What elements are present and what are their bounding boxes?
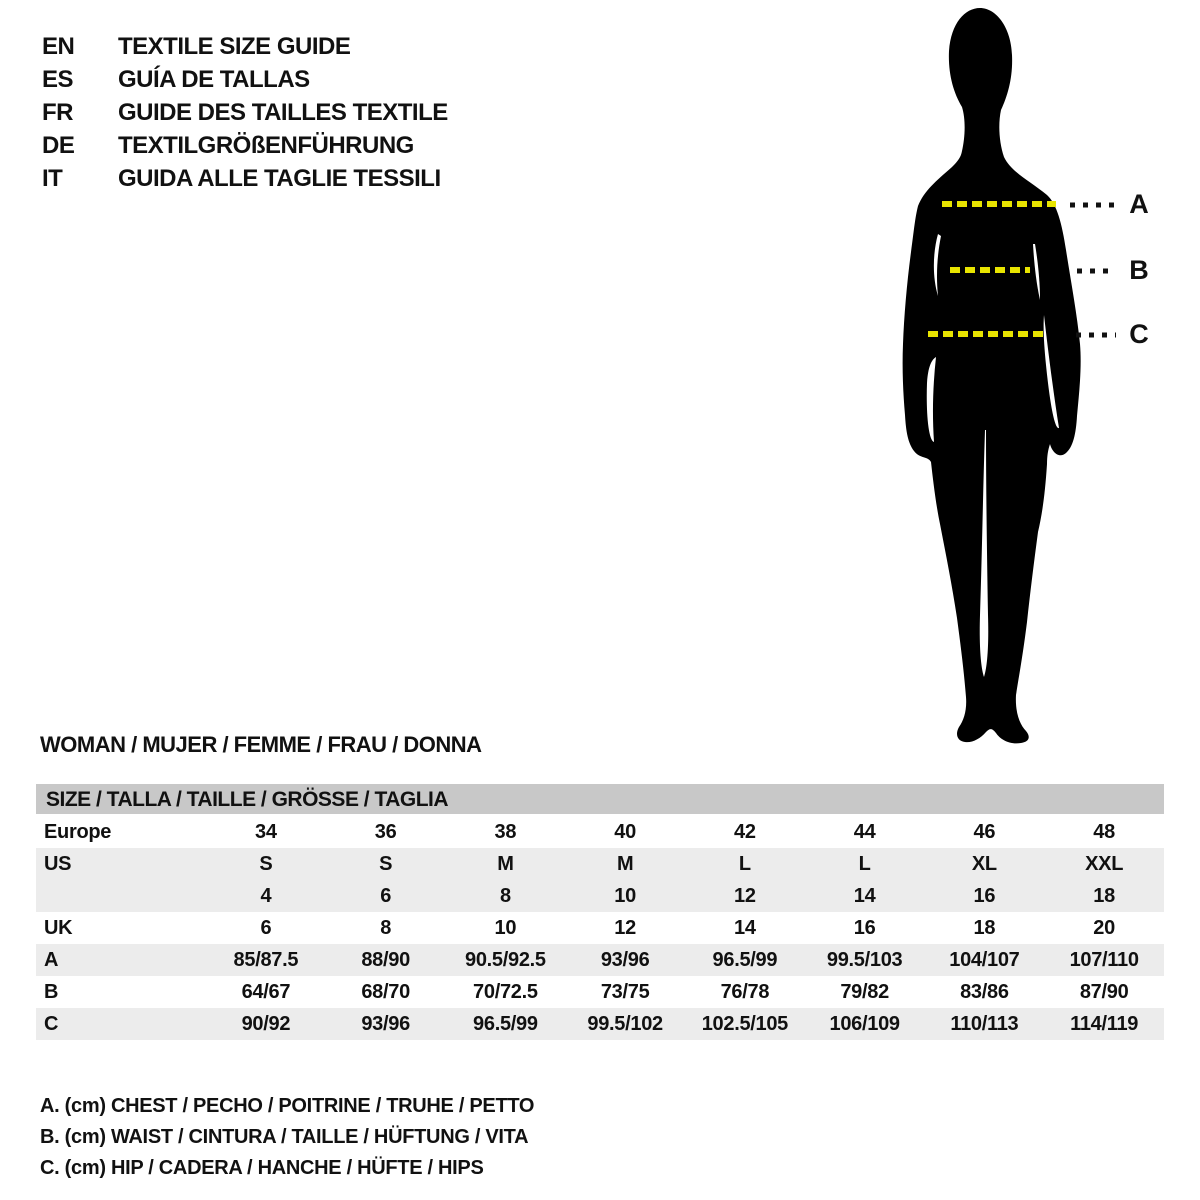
legend-chest: A. (cm) CHEST / PECHO / POITRINE / TRUHE / PETTO [40, 1095, 535, 1117]
size-table [36, 784, 1164, 1040]
lang-label: GUIDA ALLE TAGLIE TESSILI [118, 164, 441, 192]
table-cell: 36 [374, 821, 397, 843]
table-cell: 83/86 [960, 981, 1009, 1003]
legend-waist: B. (cm) WAIST / CINTURA / TAILLE / HÜFTUNG / VITA [40, 1126, 529, 1148]
lang-row-it [42, 162, 448, 195]
marker-label-b: B [1129, 255, 1149, 285]
lang-label: TEXTILE SIZE GUIDE [118, 32, 351, 60]
table-cell: S [379, 853, 393, 875]
table-cell: 14 [734, 917, 756, 939]
table-cell: 70/72.5 [473, 981, 538, 1003]
table-cell: XXL [1085, 853, 1124, 875]
table-row [36, 816, 1164, 848]
table-cell: 102.5/105 [701, 1013, 789, 1035]
lang-row-en [42, 30, 448, 63]
lang-label: GUIDE DES TAILLES TEXTILE [118, 98, 448, 126]
lang-code: DE [42, 131, 75, 159]
table-cell: 88/90 [361, 949, 410, 971]
lang-code: IT [42, 164, 63, 192]
table-cell: 96.5/99 [712, 949, 778, 971]
table-cell: 73/75 [600, 981, 650, 1003]
lang-label: TEXTILGRÖßENFÜHRUNG [118, 131, 414, 159]
table-row [36, 880, 1164, 912]
table-cell: 90/92 [241, 1013, 291, 1035]
table-row-label: C [44, 1013, 59, 1035]
table-cell: 68/70 [361, 981, 410, 1003]
table-cell: 6 [380, 885, 392, 907]
table-cell: 8 [380, 917, 392, 939]
table-cell: 90.5/92.5 [465, 949, 546, 971]
table-cell: 4 [260, 885, 272, 907]
table-cell: 44 [853, 821, 876, 843]
table-row-label: B [44, 981, 59, 1003]
size-table-body [36, 816, 1164, 1040]
table-cell: 8 [499, 885, 511, 907]
table-cell: 110/113 [950, 1013, 1019, 1035]
table-cell: 20 [1093, 917, 1115, 939]
table-cell: 34 [255, 821, 277, 843]
size-table-header: SIZE / TALLA / TAILLE / GRÖSSE / TAGLIA [36, 784, 1164, 816]
section-title: WOMAN / MUJER / FEMME / FRAU / DONNA [40, 732, 482, 757]
table-cell: 79/82 [840, 981, 889, 1003]
table-cell: 14 [853, 885, 876, 907]
table-cell: 93/96 [361, 1013, 410, 1035]
table-cell: 114/119 [1070, 1013, 1139, 1035]
lang-row-fr [42, 96, 448, 129]
table-row [36, 944, 1164, 976]
table-cell: 96.5/99 [473, 1013, 538, 1035]
table-cell: 93/96 [600, 949, 650, 971]
table-row-label: US [44, 853, 72, 875]
lang-row-de [42, 129, 448, 162]
table-cell: 6 [260, 917, 272, 939]
table-cell: 46 [973, 821, 996, 843]
table-cell: 87/90 [1079, 981, 1129, 1003]
table-row [36, 912, 1164, 944]
table-cell: 99.5/103 [826, 949, 903, 971]
table-cell: 64/67 [241, 981, 291, 1003]
table-cell: 107/110 [1069, 949, 1139, 971]
table-row [36, 976, 1164, 1008]
table-cell: 76/78 [720, 981, 770, 1003]
table-cell: M [497, 853, 514, 875]
table-cell: 38 [494, 821, 517, 843]
table-cell: 12 [734, 885, 756, 907]
table-cell: L [738, 853, 751, 875]
table-row-label: A [44, 949, 59, 971]
table-cell: 18 [973, 917, 996, 939]
lang-label: GUÍA DE TALLAS [118, 65, 310, 93]
table-cell: 18 [1093, 885, 1115, 907]
table-cell: 48 [1093, 821, 1115, 843]
woman-silhouette-figure [880, 0, 1130, 745]
table-cell: 16 [853, 917, 876, 939]
lang-code: FR [42, 98, 73, 126]
marker-label-a: A [1129, 189, 1149, 219]
lang-code: EN [42, 32, 75, 60]
table-cell: 106/109 [829, 1013, 900, 1035]
table-row-label [36, 880, 206, 912]
table-row [36, 1008, 1164, 1040]
language-guide [42, 30, 448, 195]
table-row-label: Europe [44, 821, 112, 843]
table-cell: 10 [494, 917, 517, 939]
table-row-label: UK [44, 917, 73, 939]
table-cell: 10 [614, 885, 636, 907]
table-cell: 40 [614, 821, 636, 843]
table-cell: 16 [973, 885, 996, 907]
table-cell: 99.5/102 [587, 1013, 663, 1035]
table-cell: M [616, 853, 634, 875]
legend-hip: C. (cm) HIP / CADERA / HANCHE / HÜFTE / HIPS [40, 1157, 484, 1179]
lang-code: ES [42, 65, 74, 93]
marker-label-c: C [1129, 319, 1149, 349]
table-cell: L [858, 853, 871, 875]
table-row [36, 848, 1164, 880]
table-cell: 104/107 [949, 949, 1020, 971]
table-cell: XL [971, 853, 997, 875]
table-cell: 42 [734, 821, 756, 843]
table-cell: 85/87.5 [233, 949, 299, 971]
measurement-legend [40, 1091, 534, 1184]
table-cell: 12 [614, 917, 636, 939]
lang-row-es [42, 63, 448, 96]
table-cell: S [259, 853, 273, 875]
